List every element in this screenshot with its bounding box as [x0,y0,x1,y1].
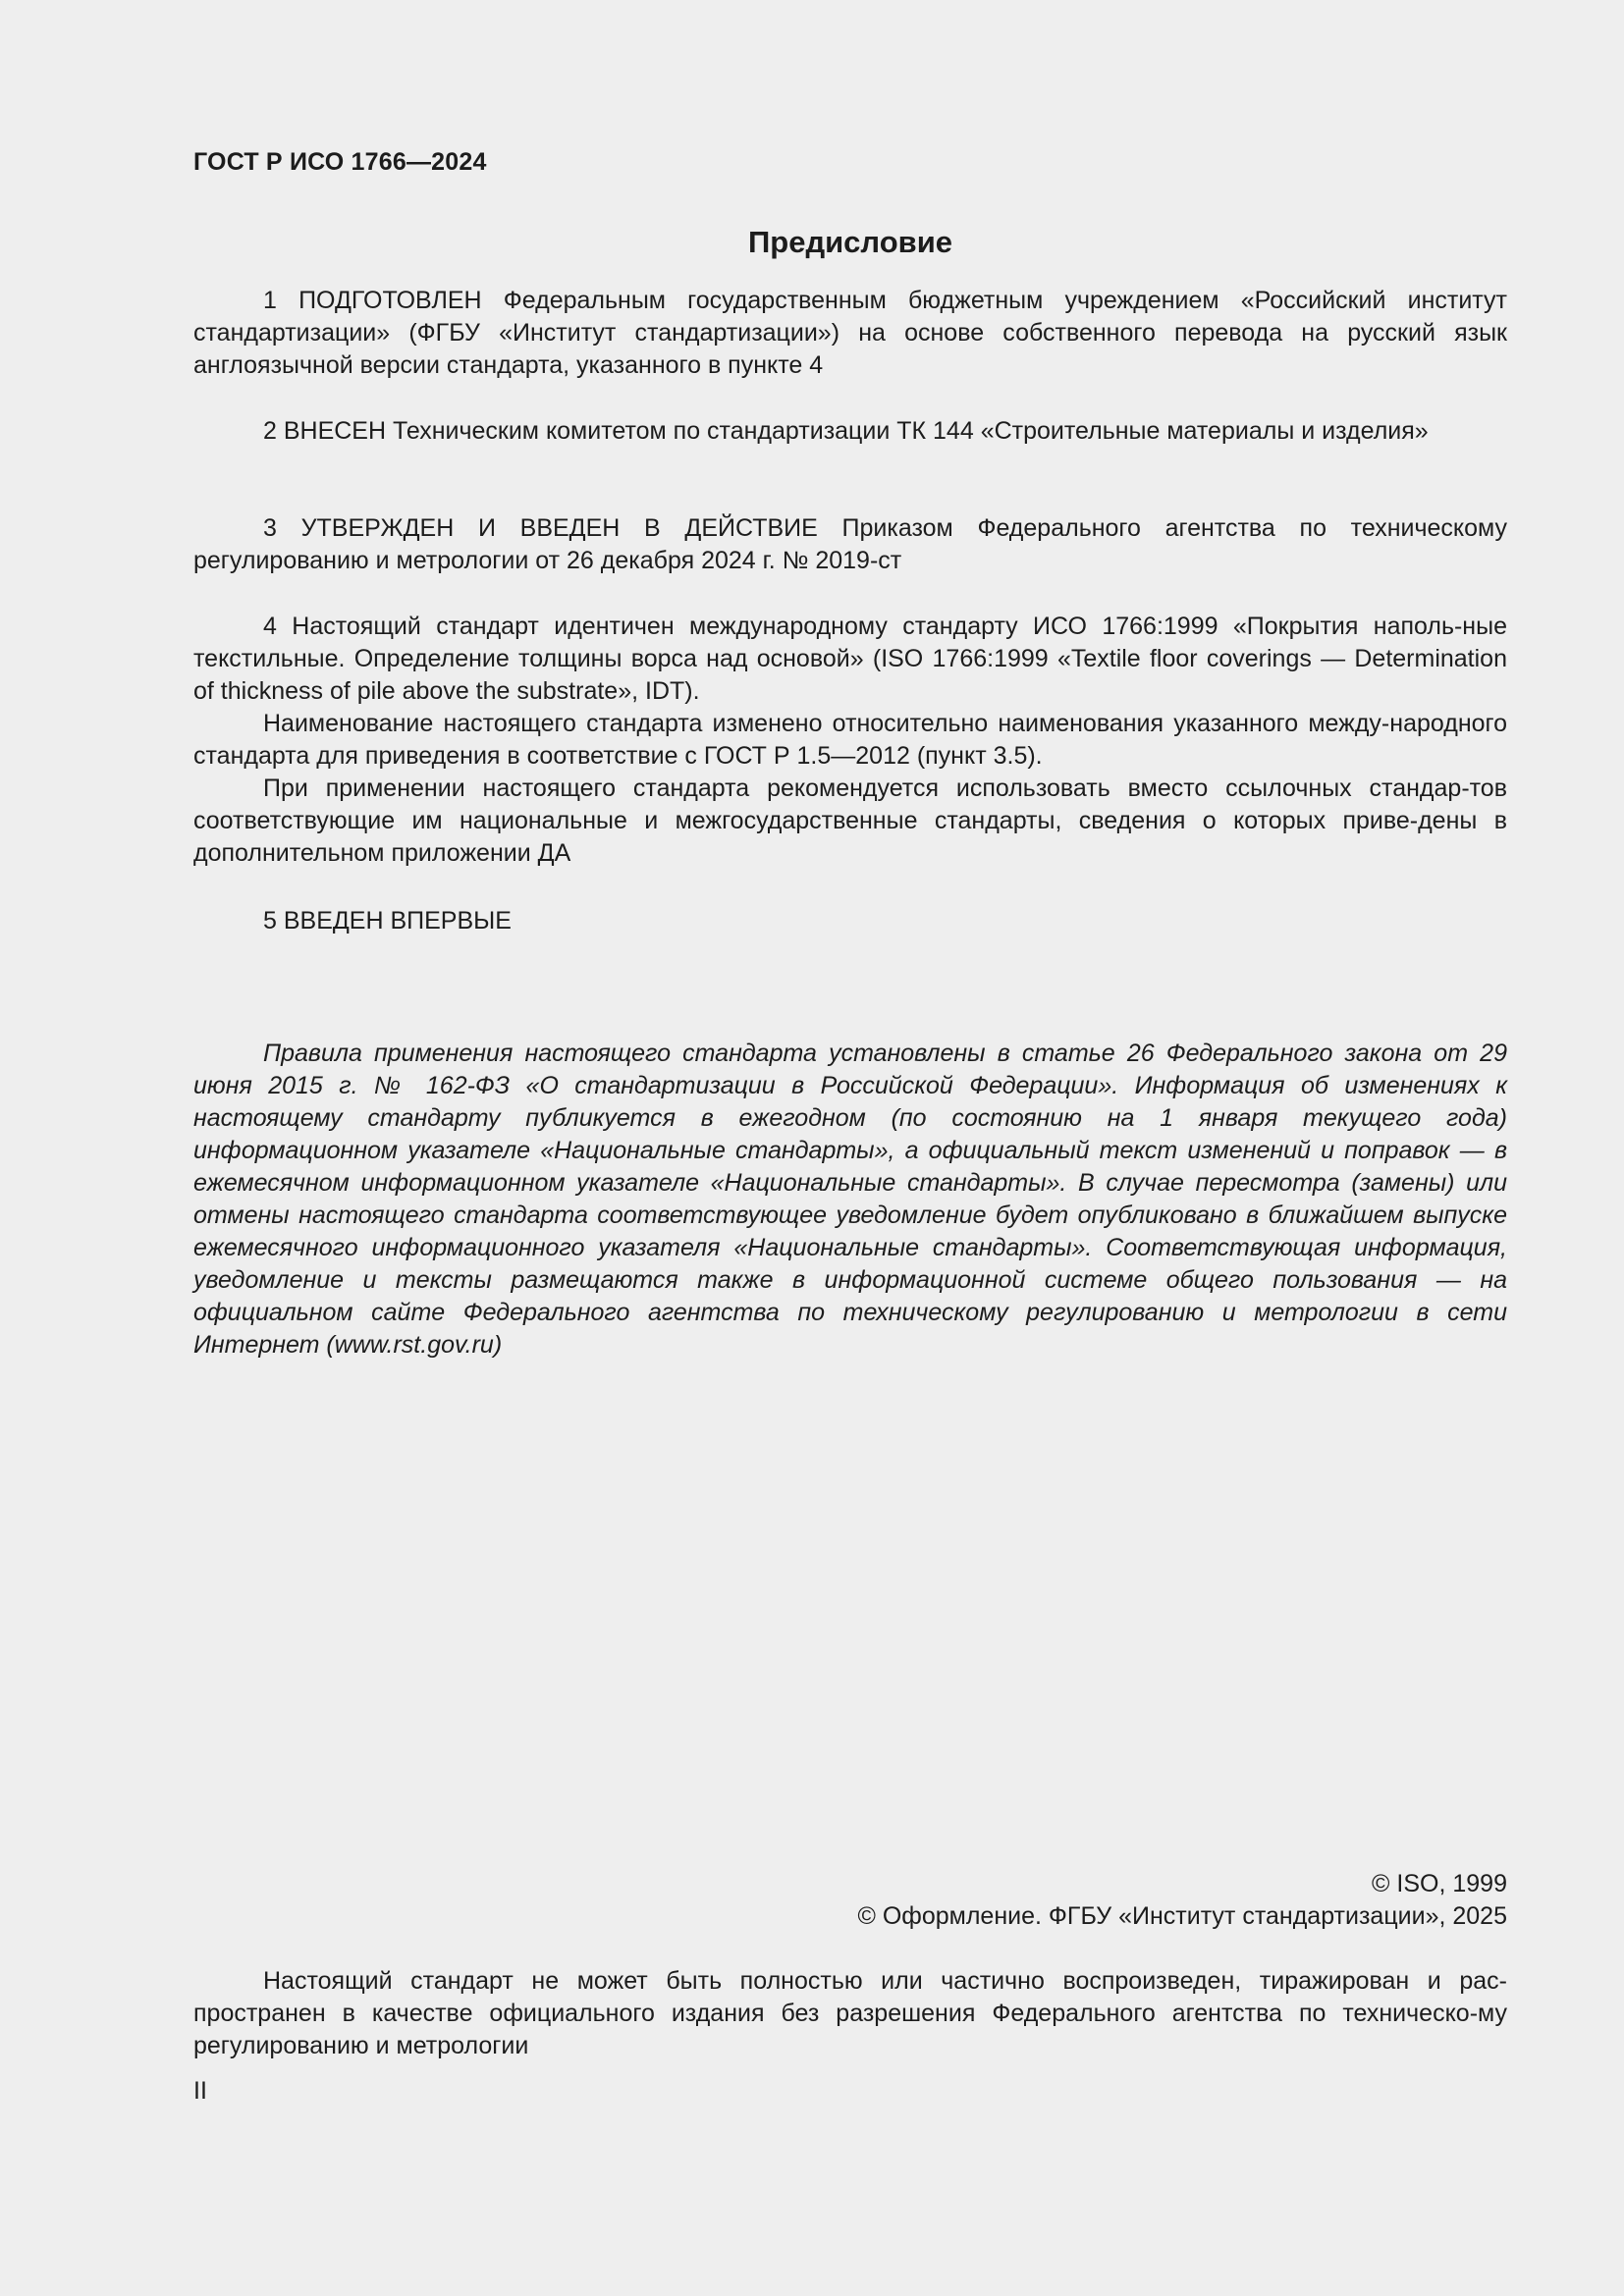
copyright-block [193,1868,1507,1933]
preface-item-5 [193,905,1507,937]
preface-item-1 [193,285,1507,382]
copyright-design: © Оформление. ФГБУ «Институт стандартизации», 2025 [857,1902,1507,1930]
preface-paragraph-4b: Наименование настоящего стандарта изменено относительно наименования указанного между-народного стандарта для приведения в соответствие с ГОСТ Р 1.5—2012 (пункт 3.5). [193,710,1507,770]
preface-title: Предисловие [747,225,952,259]
preface-paragraph-4a: 4 Настоящий стандарт идентичен международному стандарту ИСО 1766:1999 «Покрытия наполь-ные текстильные. Определение толщины ворса над основой» (ISO 1766:1999 «Textile floor coverings — Determination of thickness of pile above the substrate», IDT). [193,613,1507,705]
copyright-iso: © ISO, 1999 [1372,1870,1507,1897]
preface-item-4 [193,611,1507,870]
rules-notice [193,1038,1507,1362]
preface-item-3 [193,512,1507,577]
preface-item-2 [193,415,1507,448]
preface-paragraph-4c: При применении настоящего стандарта рекомендуется использовать вместо ссылочных стандар-тов соответствующие им национальные и межгосударственные стандарты, сведения о которых приве-дены в дополнительном приложении ДА [193,774,1507,867]
preface-paragraph-3: 3 УТВЕРЖДЕН И ВВЕДЕН В ДЕЙСТВИЕ Приказом Федерального агентства по техническому регулированию и метрологии от 26 декабря 2024 г. № 2019-ст [193,514,1507,574]
preface-paragraph-5: 5 ВВЕДЕН ВПЕРВЫЕ [263,907,512,934]
reproduction-notice-text: Настоящий стандарт не может быть полностью или частично воспроизведен, тиражирован и рас-пространен в качестве официального издания без разрешения Федерального агентства по техническо-му регулированию и метрологии [193,1967,1507,2059]
document-code-header: ГОСТ Р ИСО 1766—2024 [193,148,487,176]
preface-paragraph-1: 1 ПОДГОТОВЛЕН Федеральным государственным бюджетным учреждением «Российский институт стандартизации» (ФГБУ «Институт стандартизации») на основе собственного перевода на русский язык англоязычной версии стандарта, указанного в пункте 4 [193,287,1507,379]
preface-paragraph-2: 2 ВНЕСЕН Техническим комитетом по стандартизации ТК 144 «Строительные материалы и изделия» [263,417,1429,445]
page-number: II [193,2077,207,2105]
reproduction-notice [193,1965,1507,2062]
rules-notice-text: Правила применения настоящего стандарта установлены в статье 26 Федерального закона от 29 июня 2015 г. № 162-ФЗ «О стандартизации в Российской Федерации». Информация об изменениях к настоящему стандарту публикуется в ежегодном (по состоянию на 1 января текущего года) информационном указателе «Национальные стандарты», а официальный текст изменений и поправок — в ежемесячном информационном указателе «Национальные стандарты». В случае пересмотра (замены) или отмены настоящего стандарта соответствующее уведомление будет опубликовано в ближайшем выпуске ежемесячного информационного указателя «Национальные стандарты». Соответствующая информация, уведомление и тексты размещаются также в информационной системе общего пользования — на официальном сайте Федерального агентства по техническому регулированию и метрологии в сети Интернет (www.rst.gov.ru) [193,1040,1507,1359]
